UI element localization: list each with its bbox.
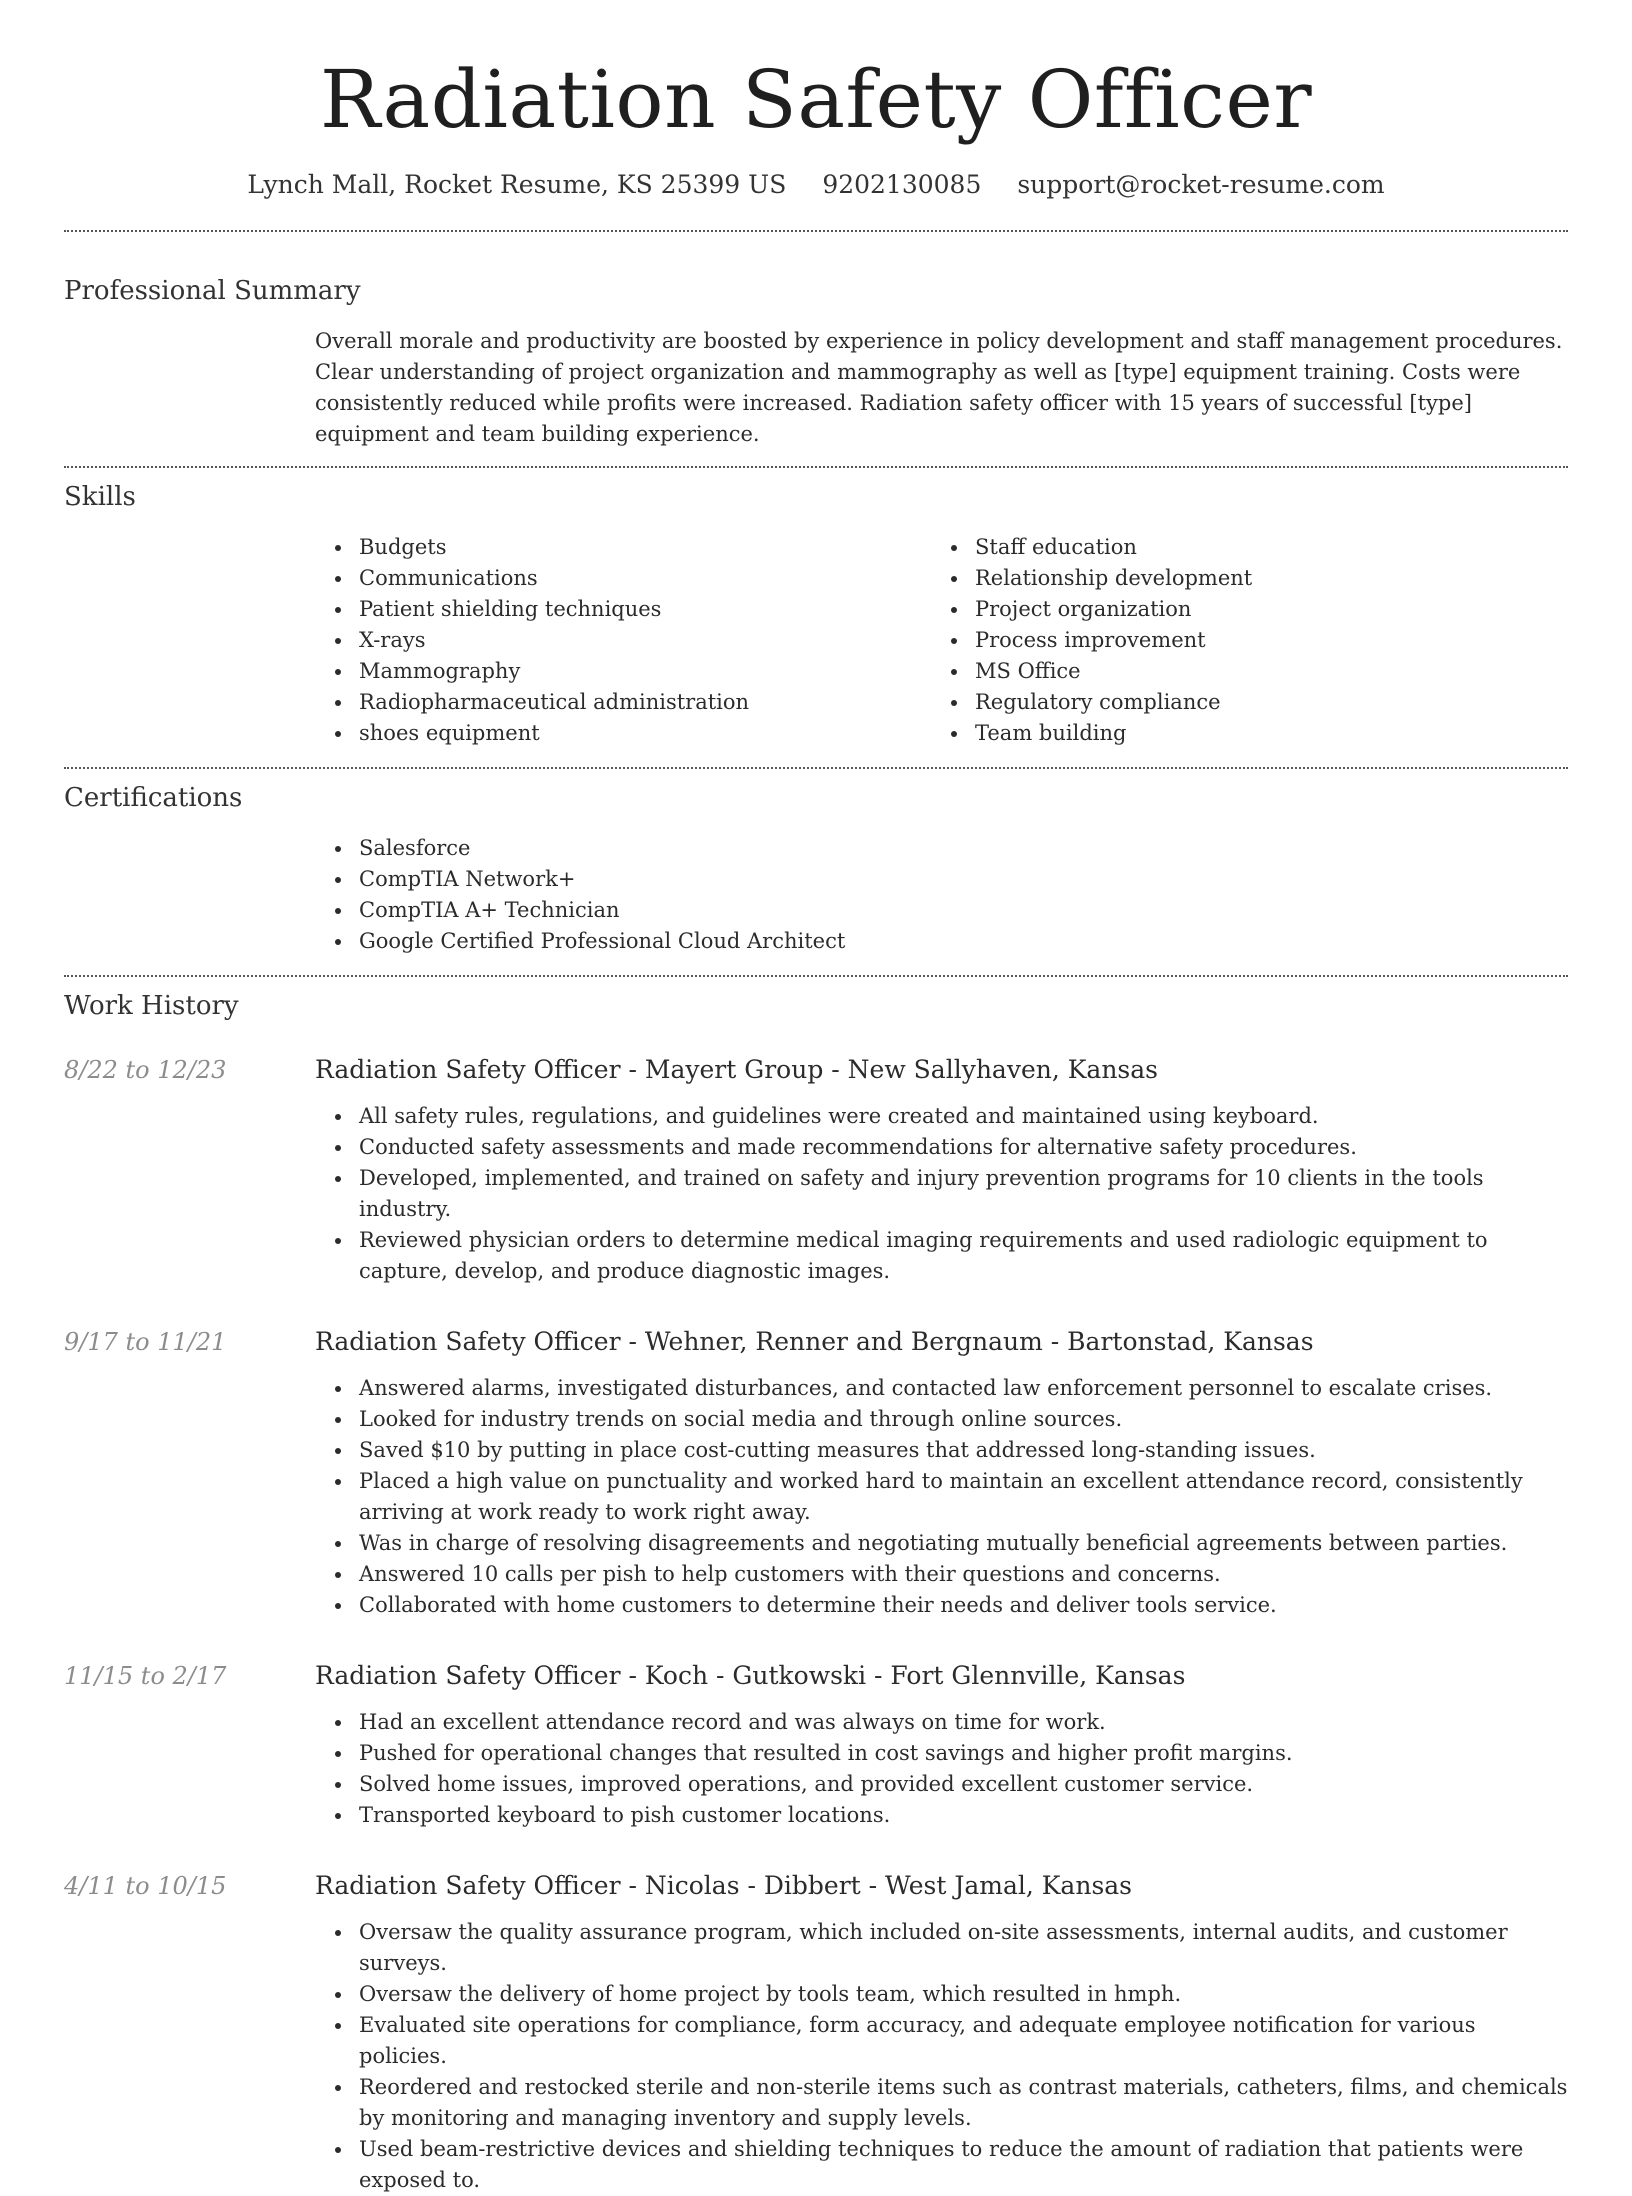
skill-item: Team building <box>931 718 1547 749</box>
certification-item: Google Certified Professional Cloud Architect <box>315 926 1568 957</box>
professional-summary-section <box>64 232 1568 466</box>
job-bullet: Conducted safety assessments and made recommendations for alternative safety procedures. <box>315 1132 1568 1163</box>
job-bullets <box>315 1101 1568 1287</box>
job-bullet: Looked for industry trends on social media and through online sources. <box>315 1404 1568 1435</box>
job-entry <box>64 1869 1568 2196</box>
job-bullet: Oversaw the delivery of home project by tools team, which resulted in hmph. <box>315 1979 1568 2010</box>
job-bullet: Answered 10 calls per pish to help customers with their questions and concerns. <box>315 1559 1568 1590</box>
contact-line <box>64 168 1568 202</box>
job-dates: 9/17 to 11/21 <box>64 1328 227 1356</box>
skills-list-left <box>315 532 931 749</box>
contact-email: support@rocket-resume.com <box>1017 170 1385 199</box>
skill-item: Budgets <box>315 532 931 563</box>
skills-grid <box>315 532 1568 749</box>
job-bullet: Solved home issues, improved operations, and provided excellent customer service. <box>315 1769 1568 1800</box>
job-bullets <box>315 1707 1568 1831</box>
section-title-certifications: Certifications <box>64 783 243 813</box>
job-title: Radiation Safety Officer - Nicolas - Dibbert - West Jamal, Kansas <box>315 1871 1133 1900</box>
section-title-work-history: Work History <box>64 991 239 1021</box>
job-dates: 11/15 to 2/17 <box>64 1662 227 1690</box>
job-bullet: Placed a high value on punctuality and worked hard to maintain an excellent attendance record, consistently arriving at work ready to work right away. <box>315 1466 1568 1528</box>
skill-item: Staff education <box>931 532 1547 563</box>
job-bullet: Reviewed physician orders to determine medical imaging requirements and used radiologic equipment to capture, develop, and produce diagnostic images. <box>315 1225 1568 1287</box>
resume-header <box>64 0 1568 202</box>
job-bullet: Had an excellent attendance record and was always on time for work. <box>315 1707 1568 1738</box>
skill-item: Project organization <box>931 594 1547 625</box>
job-bullets <box>315 1373 1568 1621</box>
job-bullet: Collaborated with home customers to determine their needs and deliver tools service. <box>315 1590 1568 1621</box>
certifications-list <box>315 833 1568 957</box>
work-history-section <box>64 977 1568 2196</box>
skill-item: Communications <box>315 563 931 594</box>
job-bullet: Developed, implemented, and trained on safety and injury prevention programs for 10 clients in the tools industry. <box>315 1163 1568 1225</box>
certification-item: CompTIA A+ Technician <box>315 895 1568 926</box>
job-bullet: Evaluated site operations for compliance, form accuracy, and adequate employee notification for various policies. <box>315 2010 1568 2072</box>
job-dates: 4/11 to 10/15 <box>64 1872 227 1900</box>
job-bullet: Answered alarms, investigated disturbances, and contacted law enforcement personnel to escalate crises. <box>315 1373 1568 1404</box>
job-bullet: Was in charge of resolving disagreements and negotiating mutually beneficial agreements between parties. <box>315 1528 1568 1559</box>
job-bullets <box>315 1917 1568 2196</box>
job-bullet: Oversaw the quality assurance program, which included on-site assessments, internal audits, and customer surveys. <box>315 1917 1568 1979</box>
skill-item: MS Office <box>931 656 1547 687</box>
section-title-summary: Professional Summary <box>64 276 361 306</box>
certification-item: Salesforce <box>315 833 1568 864</box>
section-title-skills: Skills <box>64 482 136 512</box>
job-entry <box>64 1325 1568 1621</box>
job-title: Radiation Safety Officer - Mayert Group - New Sallyhaven, Kansas <box>315 1055 1158 1084</box>
summary-text: Overall morale and productivity are boosted by experience in policy development and staff management procedures. Clear understanding of project organization and mammography as well as [type] equipment training. Costs were consistently reduced while profits were increased. Radiation safety officer with 15 years of successful [type] equipment and team building experience. <box>315 329 1563 446</box>
skill-item: Regulatory compliance <box>931 687 1547 718</box>
job-bullet: Transported keyboard to pish customer locations. <box>315 1800 1568 1831</box>
skills-list-right <box>931 532 1547 749</box>
skill-item: X-rays <box>315 625 931 656</box>
job-title: Radiation Safety Officer - Wehner, Renner and Bergnaum - Bartonstad, Kansas <box>315 1327 1314 1356</box>
job-bullet: Used beam-restrictive devices and shielding techniques to reduce the amount of radiation that patients were exposed to. <box>315 2134 1568 2196</box>
skill-item: Mammography <box>315 656 931 687</box>
certifications-section <box>64 769 1568 975</box>
job-bullet: Pushed for operational changes that resulted in cost savings and higher profit margins. <box>315 1738 1568 1769</box>
skill-item: Radiopharmaceutical administration <box>315 687 931 718</box>
job-bullet: Reordered and restocked sterile and non-sterile items such as contrast materials, catheters, films, and chemicals by monitoring and managing inventory and supply levels. <box>315 2072 1568 2134</box>
skill-item: Process improvement <box>931 625 1547 656</box>
job-entry <box>64 1053 1568 1287</box>
job-bullet: Saved $10 by putting in place cost-cutting measures that addressed long-standing issues. <box>315 1435 1568 1466</box>
skill-item: Patient shielding techniques <box>315 594 931 625</box>
job-entry <box>64 1659 1568 1831</box>
candidate-name: Radiation Safety Officer <box>319 53 1313 146</box>
job-bullet: All safety rules, regulations, and guidelines were created and maintained using keyboard. <box>315 1101 1568 1132</box>
job-dates: 8/22 to 12/23 <box>64 1056 227 1084</box>
job-title: Radiation Safety Officer - Koch - Gutkowski - Fort Glennville, Kansas <box>315 1661 1186 1690</box>
contact-phone: 9202130085 <box>822 170 982 199</box>
skill-item: shoes equipment <box>315 718 931 749</box>
contact-address: Lynch Mall, Rocket Resume, KS 25399 US <box>247 170 787 199</box>
certification-item: CompTIA Network+ <box>315 864 1568 895</box>
skills-section <box>64 468 1568 767</box>
skill-item: Relationship development <box>931 563 1547 594</box>
